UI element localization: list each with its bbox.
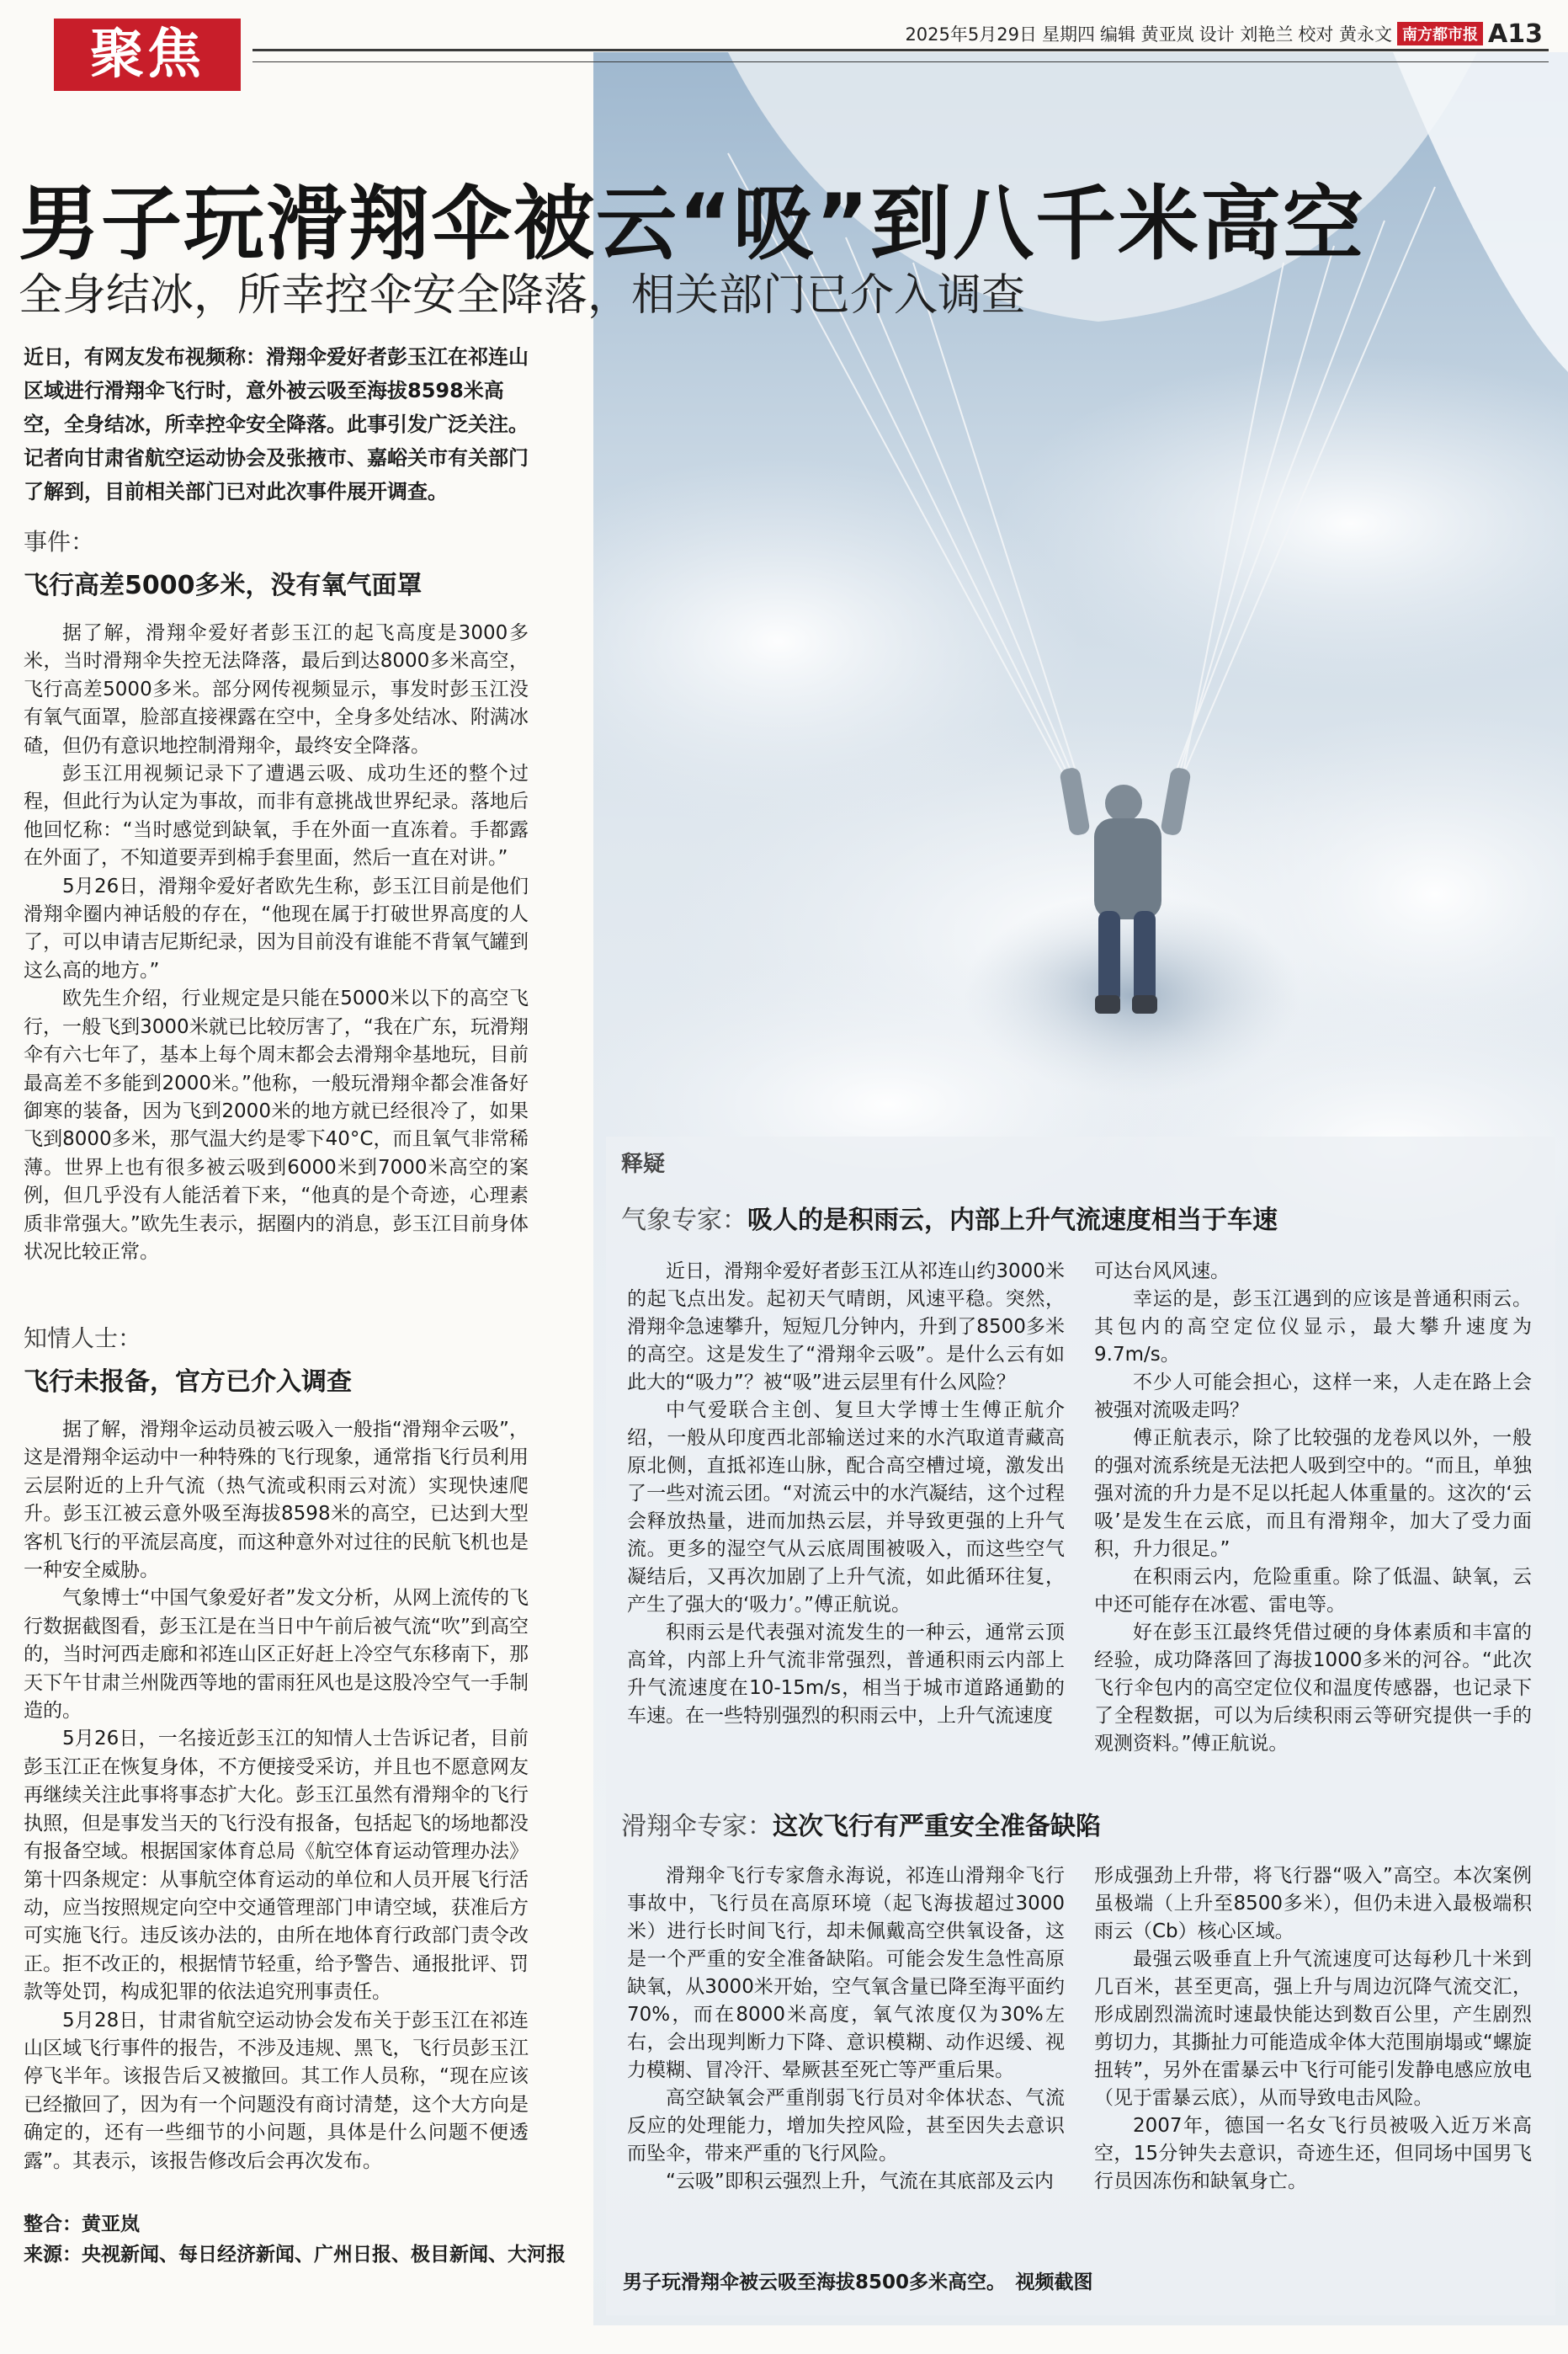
section-title: 飞行高差5000多米，没有氧气面罩 [24, 571, 423, 600]
paragraph: 傅正航表示，除了比较强的龙卷风以外，一般的强对流系统是无法把人吸到空中的。“而且，单独强对流的升力是不足以托起人体重量的。这次的‘云吸’是发生在云底，而且有滑翔伞，加大了受力面积，升力很足。” [1094, 1427, 1532, 1560]
q1-label: 气象专家： [621, 1206, 747, 1235]
paragraph: 可达台风风速。 [1094, 1260, 1230, 1282]
source-credit: 来源：央视新闻、每日经济新闻、广州日报、极目新闻、大河报 [24, 2244, 566, 2266]
q2-heading [621, 1805, 1101, 1842]
paper-logo: 南方都市报 [1397, 22, 1483, 45]
photo-caption: 男子玩滑翔伞被云吸至海拔8500多米高空。 视频截图 [623, 2271, 1093, 2293]
section-label: 事件： [24, 528, 95, 556]
design-credit: 设计 刘艳兰 [1199, 24, 1294, 45]
section-label: 知情人士： [24, 1324, 142, 1352]
weekday: 星期四 [1041, 24, 1095, 45]
q1-left-column [627, 1258, 1065, 1730]
paragraph: 欧先生介绍，行业规定是只能在5000米以下的高空飞行，一般飞到3000米就已比较厉害了，“我在广东，玩滑翔伞有六七年了，基本上每个周末都会去滑翔伞基地玩，目前最高差不多能到2000米。”他称，一般玩滑翔伞都会准备好御寒的装备，因为飞到2000米的地方就已经很冷了，如果飞到8000多米，那气温大约是零下40°C，而且氧气非常稀薄。世界上也有很多被云吸到6000米到7000米高空的案例，但几乎没有人能活着下来，“他真的是个奇迹，心理素质非常强大。”欧先生表示，据圈内的消息，彭玉江目前身体状况比较正常。 [24, 988, 529, 1263]
paragraph: 幸运的是，彭玉江遇到的应该是普通积雨云。其包内的高空定位仪显示，最大攀升速度为9.7m/s。 [1094, 1288, 1532, 1366]
paragraph: 滑翔伞飞行专家詹永海说，祁连山滑翔伞飞行事故中，飞行员在高原环境（起飞海拔超过3000米）进行长时间飞行，却未佩戴高空供氧设备，这是一个严重的安全准备缺陷。可能会发生急性高原缺氧，从3000米开始，空气氧含量已降至海平面约70%，而在8000米高度，氧气浓度仅为30%左右，会出现判断力下降、意识模糊、动作迟缓、视力模糊、冒冷汗、晕厥甚至死亡等严重后果。 [627, 1865, 1065, 2081]
q1-right-column [1094, 1258, 1532, 1758]
q1-heading [621, 1199, 1278, 1236]
header-rule [252, 49, 1549, 62]
issue-date: 2025年5月29日 [905, 24, 1037, 45]
masthead [905, 19, 1543, 49]
paragraph: 形成强劲上升带，将飞行器“吸入”高空。本次案例虽极端（上升至8500多米），但仍未进入最极端积雨云（Cb）核心区域。 [1094, 1865, 1532, 1942]
paragraph: 据了解，滑翔伞爱好者彭玉江的起飞高度是3000多米，当时滑翔伞失控无法降落，最后到达8000多米高空，飞行高差5000多米。部分网传视频显示，事发时彭玉江没有氧气面罩，脸部直接裸露在空中，全身多处结冰、附满冰碴，但仍有意识地控制滑翔伞，最终安全降落。 [24, 622, 529, 757]
section-title: 飞行未报备，官方已介入调查 [24, 1367, 352, 1397]
section-insider [24, 1320, 529, 2176]
lead-paragraph: 近日，有网友发布视频称：滑翔伞爱好者彭玉江在祁连山区域进行滑翔伞飞行时，意外被云吸至海拔8598米高空，全身结冰，所幸控伞安全降落。此事引发广泛关注。记者向甘肃省航空运动协会及张掖市、嘉峪关市有关部门了解到，目前相关部门已对此次事件展开调查。 [24, 345, 529, 503]
paragraph: 在积雨云内，危险重重。除了低温、缺氧，云中还可能存在冰雹、雷电等。 [1094, 1566, 1532, 1616]
q1-title: 吸人的是积雨云，内部上升气流速度相当于车速 [747, 1206, 1278, 1235]
paragraph: 高空缺氧会严重削弱飞行员对伞体状态、气流反应的处理能力，增加失控风险，甚至因失去意识而坠伞，带来严重的飞行风险。 [627, 2087, 1065, 2165]
paragraph: 5月26日，滑翔伞爱好者欧先生称，彭玉江目前是他们滑翔伞圈内神话般的存在，“他现在属于打破世界高度的人了，可以申请吉尼斯纪录，因为目前没有谁能不背氧气罐到这么高的地方。” [24, 875, 529, 982]
paragraph: 气象博士“中国气象爱好者”发文分析，从网上流传的飞行数据截图看，彭玉江是在当日中午前后被气流“吹”到高空的，当时河西走廊和祁连山区正好赶上冷空气东移南下，那天下午甘肃兰州陇西等地的雷雨狂风也是这股冷空气一手制造的。 [24, 1587, 529, 1723]
paragraph: 2007年，德国一名女飞行员被吸入近万米高空，15分钟失去意识，奇迹生还，但同场中国男飞行员因冻伤和缺氧身亡。 [1094, 2115, 1532, 2192]
credits [24, 2209, 566, 2270]
paragraph: 据了解，滑翔伞运动员被云吸入一般指“滑翔伞云吸”，这是滑翔伞运动中一种特殊的飞行现象，通常指飞行员利用云层附近的上升气流（热气流或积雨云对流）实现快速爬升。彭玉江被云意外吸至海拔8598米的高空，已达到大型客机飞行的平流层高度，而这种意外对过往的民航飞机也是一种安全威胁。 [24, 1419, 529, 1582]
paragraph: 不少人可能会担心，这样一来，人走在路上会被强对流吸走吗？ [1094, 1371, 1532, 1421]
q2-label: 滑翔伞专家： [621, 1812, 773, 1841]
paragraph: “云吸”即积云强烈上升，气流在其底部及云内 [666, 2170, 1054, 2192]
subheadline: 全身结冰，所幸控伞安全降落，相关部门已介入调查 [19, 270, 1026, 321]
q2-left-column [627, 1862, 1065, 2196]
q2-title: 这次飞行有严重安全准备缺陷 [773, 1812, 1101, 1841]
headline: 男子玩滑翔伞被云“吸”到八千米高空 [19, 177, 1366, 271]
section-tag: 聚焦 [54, 19, 241, 91]
paragraph: 好在彭玉江最终凭借过硬的身体素质和丰富的经验，成功降落回了海拔1000多米的河谷。“此次飞行伞包内的高空定位仪和温度传感器，也记录下了全程数据，可以为后续积雨云等研究提供一手的观测资料。”傅正航说。 [1094, 1622, 1532, 1755]
paragraph: 5月26日，一名接近彭玉江的知情人士告诉记者，目前彭玉江正在恢复身体，不方便接受采访，并且也不愿意网友再继续关注此事将事态扩大化。彭玉江虽然有滑翔伞的飞行执照，但是事发当天的飞行没有报备，包括起飞的场地都没有报备空域。根据国家体育总局《航空体育运动管理办法》第十四条规定：从事航空体育运动的单位和人员开展飞行活动，应当按照规定向空中交通管理部门申请空域，获准后方可实施飞行。违反该办法的，由所在地体育行政部门责令改正。拒不改正的，根据情节轻重，给予警告、通报批评、罚款等处罚，构成犯罪的依法追究刑事责任。 [24, 1728, 529, 2004]
paragraph: 积雨云是代表强对流发生的一种云，通常云顶高耸，内部上升气流非常强烈，普通积雨云内部上升气流速度在10-15m/s，相当于城市道路通勤的车速。在一些特别强烈的积雨云中，上升气流速度 [627, 1622, 1065, 1727]
q2-right-column [1094, 1862, 1532, 2196]
paragraph: 彭玉江用视频记录下了遭遇云吸、成功生还的整个过程，但此行为认定为事故，而非有意挑战世界纪录。落地后他回忆称：“当时感觉到缺氧，手在外面一直冻着。手都露在外面了，不知道要弄到棉手套里面，然后一直在对讲。” [24, 763, 529, 870]
compiler-credit: 整合：黄亚岚 [24, 2213, 140, 2235]
panel-tag: 释疑 [621, 1152, 666, 1177]
proof-credit: 校对 黄永文 [1298, 24, 1393, 45]
paragraph: 近日，滑翔伞爱好者彭玉江从祁连山约3000米的起飞点出发。起初天气晴朗，风速平稳。突然，滑翔伞急速攀升，短短几分钟内，升到了8500多米的高空。这是发生了“滑翔伞云吸”。是什么云有如此大的“吸力”？被“吸”进云层里有什么风险？ [627, 1260, 1065, 1393]
paragraph: 最强云吸垂直上升气流速度可达每秒几十米到几百米，甚至更高，强上升与周边沉降气流交汇，形成剧烈湍流时速最快能达到数百公里，产生剧烈剪切力，其撕扯力可能造成伞体大范围崩塌或“螺旋扭转”，另外在雷暴云中飞行可能引发静电感应放电（见于雷暴云底），从而导致电击风险。 [1094, 1948, 1532, 2109]
page-number: A13 [1488, 19, 1543, 49]
paragraph: 5月28日，甘肃省航空运动协会发布关于彭玉江在祁连山区域飞行事件的报告，不涉及违规、黑飞，飞行员彭玉江停飞半年。该报告后又被撤回。其工作人员称，“现在应该已经撤回了，因为有一个问题没有商讨清楚，这个大方向是确定的，还有一些细节的小问题，具体是什么问题不便透露”。其表示，该报告修改后会再次发布。 [24, 2009, 529, 2172]
section-event [24, 524, 529, 1266]
paragraph: 中气爱联合主创、复旦大学博士生傅正航介绍，一般从印度西北部输送过来的水汽取道青藏高原北侧，直抵祁连山脉，配合高空槽过境，激发出了一些对流云团。“对流云中的水汽凝结，这个过程会释放热量，进而加热云层，并导致更强的上升气流。更多的湿空气从云底周围被吸入，而这些空气凝结后，又再次加剧了上升气流，如此循环往复，产生了强大的‘吸力’。”傅正航说。 [627, 1399, 1065, 1616]
editor-credit: 编辑 黄亚岚 [1099, 24, 1194, 45]
